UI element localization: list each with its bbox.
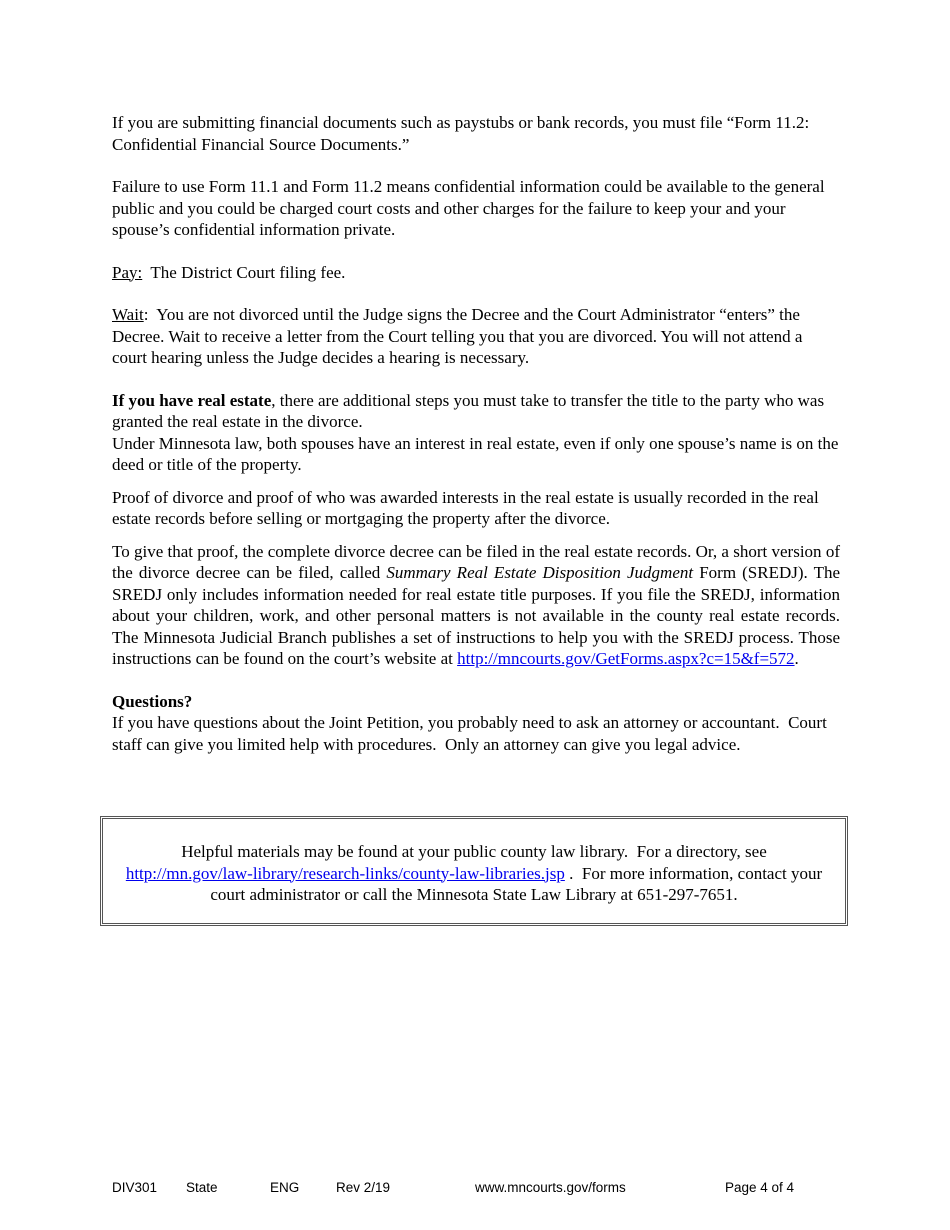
- page-footer: [0, 1180, 950, 1198]
- footer-revision: Rev 2/19: [336, 1180, 391, 1195]
- real-estate-text: , there are additional steps you must take to transfer the title to the party who was granted the real estate in the divorce.: [112, 390, 825, 431]
- minnesota-law-paragraph: Under Minnesota law, both spouses have an interest in real estate, even if only one spouse’s name is on the deed or title of the property.: [112, 433, 839, 474]
- footer-language: ENG: [270, 1180, 300, 1195]
- pay-paragraph: [112, 262, 840, 284]
- law-library-info-box: [100, 816, 848, 926]
- sredj-italic-title: Summary Real Estate Disposition Judgment: [386, 563, 694, 582]
- pay-text: The District Court filing fee.: [142, 262, 346, 282]
- sredj-end: .: [794, 649, 799, 668]
- pay-label: Pay:: [112, 262, 143, 282]
- confidentiality-warning-paragraph: Failure to use Form 11.1 and Form 11.2 means confidential information could be available to the general public and you could be charged court costs and other charges for the failure to keep your and your spouse’s confidential information private.: [112, 177, 825, 239]
- sredj-forms-link[interactable]: http://mncourts.gov/GetForms.aspx?c=15&f=572: [457, 649, 795, 668]
- questions-heading: [112, 691, 840, 713]
- law-library-contact-text: . For more information, contact your court administrator or call the Minnesota State Law Library at 651-297-7651.: [210, 863, 827, 904]
- sredj-paragraph: [112, 541, 849, 670]
- footer-website: www.mncourts.gov/forms: [475, 1180, 626, 1195]
- questions-heading-text: Questions?: [112, 691, 193, 711]
- wait-label: Wait: [112, 305, 144, 324]
- footer-state: State: [186, 1180, 218, 1195]
- questions-paragraph: If you have questions about the Joint Petition, you probably need to ask an attorney or accountant. Court staff can give you limited help with procedures. Only an attorney can give you legal advice.: [112, 713, 832, 754]
- county-law-libraries-link[interactable]: http://mn.gov/law-library/research-links/county-law-libraries.jsp: [125, 863, 565, 883]
- wait-text: : You are not divorced until the Judge signs the Decree and the Court Administrator “enters” the Decree. Wait to receive a letter from the Court telling you that you are divorced. You will not attend a court hearing unless the Judge decides a hearing is necessary.: [112, 305, 807, 367]
- sredj-text-b: Form (SREDJ). The SREDJ only includes information needed for real estate title purposes. If you file the SREDJ, information about your children, work, and other personal matters is not available in the county real estate records. The Minnesota Judicial Branch publishes a set of instructions to help you with the SREDJ process. Those instructions can be found on the court’s website at: [112, 563, 849, 668]
- footer-page-number: Page 4 of 4: [725, 1180, 795, 1195]
- sredj-text-a: To give that proof, the complete divorce decree can be filed in the real estate records. Or, a short version of the divorce decree can be filed, called: [112, 541, 840, 582]
- document-body: [112, 112, 849, 755]
- real-estate-heading: If you have real estate: [112, 390, 272, 410]
- financial-documents-paragraph: If you are submitting financial documents such as paystubs or bank records, you must file “Form 11.2: Confidential Financial Source Documents.”: [112, 113, 810, 154]
- wait-paragraph: [112, 304, 840, 369]
- footer-form-number: DIV301: [112, 1180, 158, 1195]
- real-estate-paragraph: [112, 390, 840, 433]
- law-library-text: Helpful materials may be found at your public county law library. For a directory, see: [181, 842, 767, 861]
- proof-of-divorce-paragraph: Proof of divorce and proof of who was awarded interests in the real estate is usually recorded in the real estate records before selling or mortgaging the property after the divorce.: [112, 487, 819, 528]
